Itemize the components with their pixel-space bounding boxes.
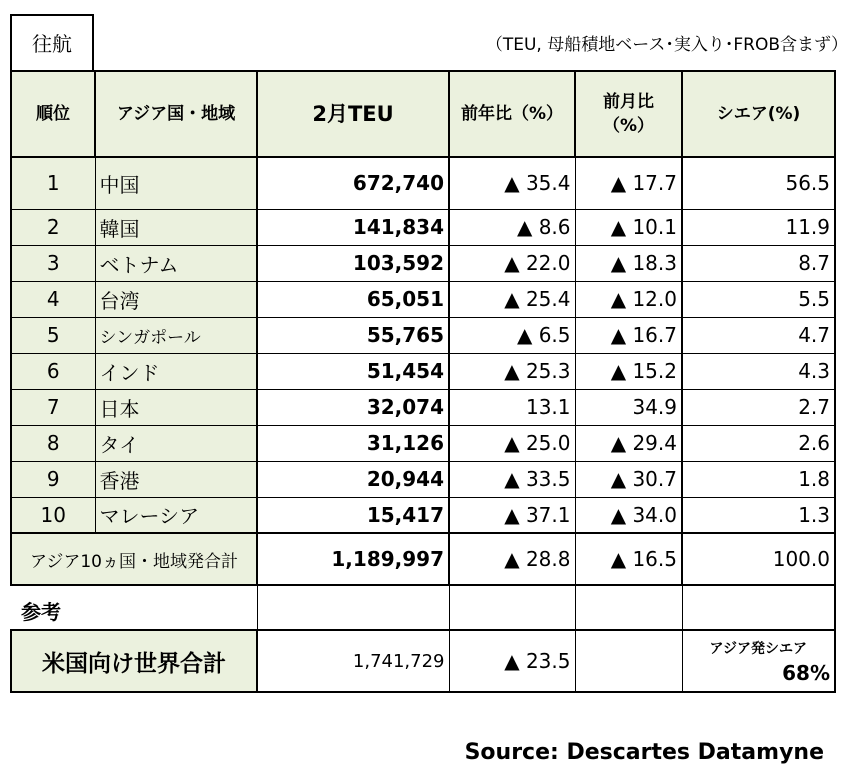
asia-total-share: 100.0: [682, 533, 835, 585]
region-cell: 日本: [95, 389, 257, 425]
rank-cell: 7: [11, 389, 95, 425]
teu-cell: 55,765: [257, 317, 449, 353]
reference-label: 参考: [21, 600, 61, 624]
table-row: [11, 157, 835, 209]
yoy-cell: ▲ 8.6: [449, 209, 575, 245]
table-row: [11, 389, 835, 425]
mom-cell: ▲ 12.0: [575, 281, 682, 317]
share-cell: 4.7: [682, 317, 835, 353]
empty-cell: [449, 585, 575, 630]
yoy-cell: ▲ 25.4: [449, 281, 575, 317]
teu-cell: 20,944: [257, 461, 449, 497]
teu-cell: 32,074: [257, 389, 449, 425]
mom-cell: ▲ 10.1: [575, 209, 682, 245]
yoy-cell: ▲ 25.0: [449, 425, 575, 461]
table-row: [11, 281, 835, 317]
mom-cell: ▲ 29.4: [575, 425, 682, 461]
table-row: [11, 245, 835, 281]
yoy-cell: 13.1: [449, 389, 575, 425]
header-teu: 2月TEU: [257, 71, 449, 157]
share-cell: 2.7: [682, 389, 835, 425]
ranking-table: [10, 70, 836, 693]
table-row: [11, 209, 835, 245]
asia-share-cell: [682, 630, 835, 692]
asia-share-value: 68%: [782, 661, 830, 685]
world-total-mom: [575, 630, 682, 692]
mom-cell: ▲ 30.7: [575, 461, 682, 497]
share-cell: 8.7: [682, 245, 835, 281]
table-row: [11, 497, 835, 533]
rank-cell: 1: [11, 157, 95, 209]
mom-cell: ▲ 16.7: [575, 317, 682, 353]
region-cell: 香港: [95, 461, 257, 497]
mom-cell: ▲ 18.3: [575, 245, 682, 281]
rank-cell: 5: [11, 317, 95, 353]
teu-cell: 15,417: [257, 497, 449, 533]
teu-cell: 65,051: [257, 281, 449, 317]
share-cell: 4.3: [682, 353, 835, 389]
region-cell: インド: [95, 353, 257, 389]
region-cell: 韓国: [95, 209, 257, 245]
rank-cell: 8: [11, 425, 95, 461]
region-cell: マレーシア: [95, 497, 257, 533]
teu-cell: 51,454: [257, 353, 449, 389]
asia-total-yoy: ▲ 28.8: [449, 533, 575, 585]
mom-cell: ▲ 17.7: [575, 157, 682, 209]
direction-tab-label: 往航: [32, 32, 72, 56]
table-row: [11, 425, 835, 461]
world-total-yoy: ▲ 23.5: [449, 630, 575, 692]
header-yoy: 前年比（%）: [449, 71, 575, 157]
rank-cell: 9: [11, 461, 95, 497]
table-row: [11, 353, 835, 389]
asia-total-teu: 1,189,997: [257, 533, 449, 585]
source-credit: Source: Descartes Datamyne: [464, 740, 824, 765]
teu-cell: 103,592: [257, 245, 449, 281]
share-cell: 1.3: [682, 497, 835, 533]
mom-cell: ▲ 34.0: [575, 497, 682, 533]
rank-cell: 3: [11, 245, 95, 281]
region-cell: 中国: [95, 157, 257, 209]
asia-total-row: [11, 533, 835, 585]
rank-cell: 10: [11, 497, 95, 533]
region-cell: タイ: [95, 425, 257, 461]
header-region: アジア国・地域: [95, 71, 257, 157]
asia-share-caption: アジア発シエア: [709, 641, 807, 657]
rank-cell: 2: [11, 209, 95, 245]
table-row: [11, 317, 835, 353]
yoy-cell: ▲ 25.3: [449, 353, 575, 389]
direction-tab[interactable]: [10, 14, 94, 70]
yoy-cell: ▲ 22.0: [449, 245, 575, 281]
world-total-teu: 1,741,729: [257, 630, 449, 692]
rank-cell: 6: [11, 353, 95, 389]
region-cell: 台湾: [95, 281, 257, 317]
table-row: [11, 461, 835, 497]
unit-note: （TEU, 母船積地ベース･実入り･FROB含まず）: [485, 35, 848, 55]
region-cell: ベトナム: [95, 245, 257, 281]
asia-total-label: アジア10ヵ国・地域発合計: [11, 533, 257, 585]
yoy-cell: ▲ 33.5: [449, 461, 575, 497]
header-row: [11, 71, 835, 157]
empty-cell: [257, 585, 449, 630]
teu-cell: 31,126: [257, 425, 449, 461]
yoy-cell: ▲ 6.5: [449, 317, 575, 353]
header-mom: [575, 71, 682, 157]
reference-row: [11, 585, 835, 630]
region-cell: シンガポール: [95, 317, 257, 353]
rank-cell: 4: [11, 281, 95, 317]
world-total-row: [11, 630, 835, 692]
yoy-cell: ▲ 37.1: [449, 497, 575, 533]
share-cell: 56.5: [682, 157, 835, 209]
mom-cell: 34.9: [575, 389, 682, 425]
teu-cell: 141,834: [257, 209, 449, 245]
teu-cell: 672,740: [257, 157, 449, 209]
header-rank: 順位: [11, 71, 95, 157]
header-share: シエア(%): [682, 71, 835, 157]
empty-cell: [575, 585, 682, 630]
share-cell: 5.5: [682, 281, 835, 317]
share-cell: 1.8: [682, 461, 835, 497]
empty-cell: [682, 585, 835, 630]
mom-cell: ▲ 15.2: [575, 353, 682, 389]
share-cell: 11.9: [682, 209, 835, 245]
header-mom-line2: （%）: [602, 116, 655, 136]
asia-total-mom: ▲ 16.5: [575, 533, 682, 585]
world-total-label: 米国向け世界合計: [11, 630, 257, 692]
header-mom-line1: 前月比: [603, 92, 654, 112]
yoy-cell: ▲ 35.4: [449, 157, 575, 209]
share-cell: 2.6: [682, 425, 835, 461]
